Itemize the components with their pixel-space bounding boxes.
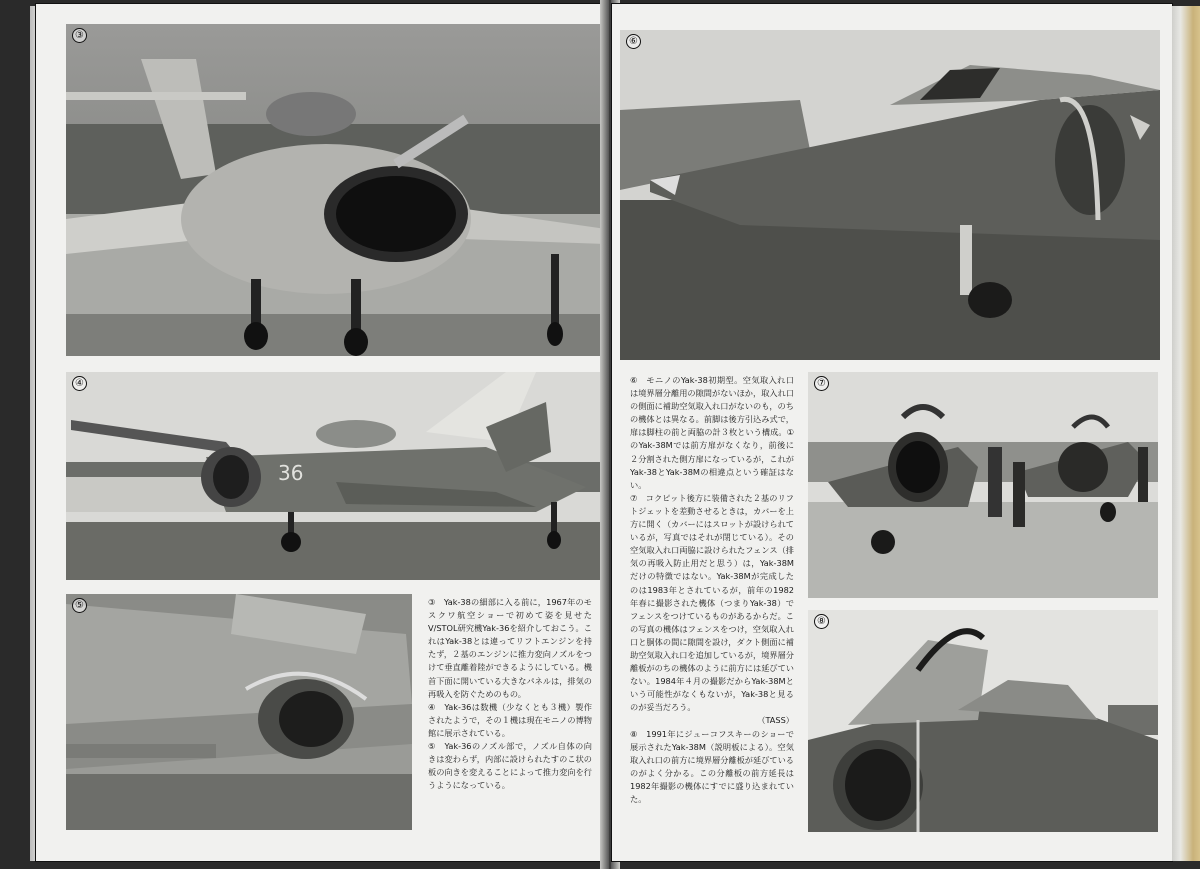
yak38-liftjet-illustration: [808, 372, 1158, 598]
photo-number-7: ⑦: [814, 376, 829, 391]
photo-number-5: ⑤: [72, 598, 87, 613]
yak36-side-illustration: [66, 372, 606, 580]
photo-4-yak36-side: [66, 372, 606, 580]
photo-number-6: ⑥: [626, 34, 641, 49]
photo-number-3: ③: [72, 28, 87, 43]
yak38-monino-illustration: [620, 30, 1160, 360]
yak38m-zhukovsky-illustration: [808, 610, 1158, 832]
photo-7-yak38-liftjet: [808, 372, 1158, 598]
caption-4: ④ Yak-36は数機（少なくとも３機）製作されたようで，その１機は現在モニノの博物館に展示されている。: [428, 701, 592, 738]
photo-6-yak38-monino: [620, 30, 1160, 360]
caption-block-left: [428, 596, 592, 792]
photo-number-4: ④: [72, 376, 87, 391]
caption-7-credit: （TASS）: [757, 715, 794, 726]
tail-number-text: 36: [278, 461, 304, 485]
caption-8: ⑧ 1991年にジューコフスキーのショーで展示されたYak-38M（説明板による）。空気取入れ口の前方に境界層分離板が延びているのがよく分かる。この分離板の前方延長は1982年撮影の機体にすでに盛り込まれていた。: [630, 728, 794, 804]
caption-3: ③ Yak-38の細部に入る前に，1967年のモスクワ航空ショーで初めて姿を見せたV/STOL研究機Yak-36を紹介しておこう。これはYak-38とは違ってリフトエンジンを持たず，２基のエンジンに推力変向ノズルをつけて垂直離着陸ができるようにしている。機首下面に開いている大きなパネルは，排気の再吸入を防ぐためのもの。: [428, 597, 592, 699]
caption-7: ⑦ コクピット後方に装備された２基のリフトジェットを差動させるときは，カバーを上方に開く（カバーにはスロットが設けられているが，写真ではそれが閉じている）。その空気取入れ口両脇に設けられたフェンス（排気の再吸入防止用だと思う）は，Yak-38Mだけの特徴ではない。Yak-38Mが完成したのは1983年とされているが，前年の1982年春に撮影された機体（つまりYak-38）でフェンスをつけているものがあるからだ。この写真の機体はフェンスをつけ，空気取入れ口と胴体の間に隙間を設け，ダクト側面に補助空気取入れ口を追加しているが，境界層分離板がのちの機体のように前方には延びていない。1984年４月の撮影だからYak-38Mという可能性がなくもないが，Yak-38と見るのが妥当だろう。: [630, 492, 794, 713]
caption-5: ⑤ Yak-36のノズル部で，ノズル自体の向きは変わらず，内部に設けられたすのこ状の板の向きを変えることによって推力変向を行うようになっている。: [428, 741, 592, 791]
yak36-nozzle-illustration: [66, 594, 412, 830]
book-right-edge: [1172, 6, 1200, 861]
photo-5-yak36-nozzle: [66, 594, 412, 830]
photo-8-yak38m-zhukovsky: [808, 610, 1158, 832]
photo-number-8: ⑧: [814, 614, 829, 629]
yak36-front-illustration: [66, 24, 606, 356]
photo-3-yak36-front: [66, 24, 606, 356]
caption-6: ⑥ モニノのYak-38初期型。空気取入れ口は境界層分離用の隙間がないほか，取入れ口の側面に補助空気取入れ口がないのも，のちの機体とは異なる。前脚は後方引込み式で，扉は脚柱の前と両脇の計３枚という構成。①のYak-38Mでは前方扉がなくなり，前後に２分割された側方扉になっているが，これがYak-38とYak-38Mの相違点という確証はない。: [630, 375, 794, 490]
caption-block-right: [630, 374, 794, 806]
